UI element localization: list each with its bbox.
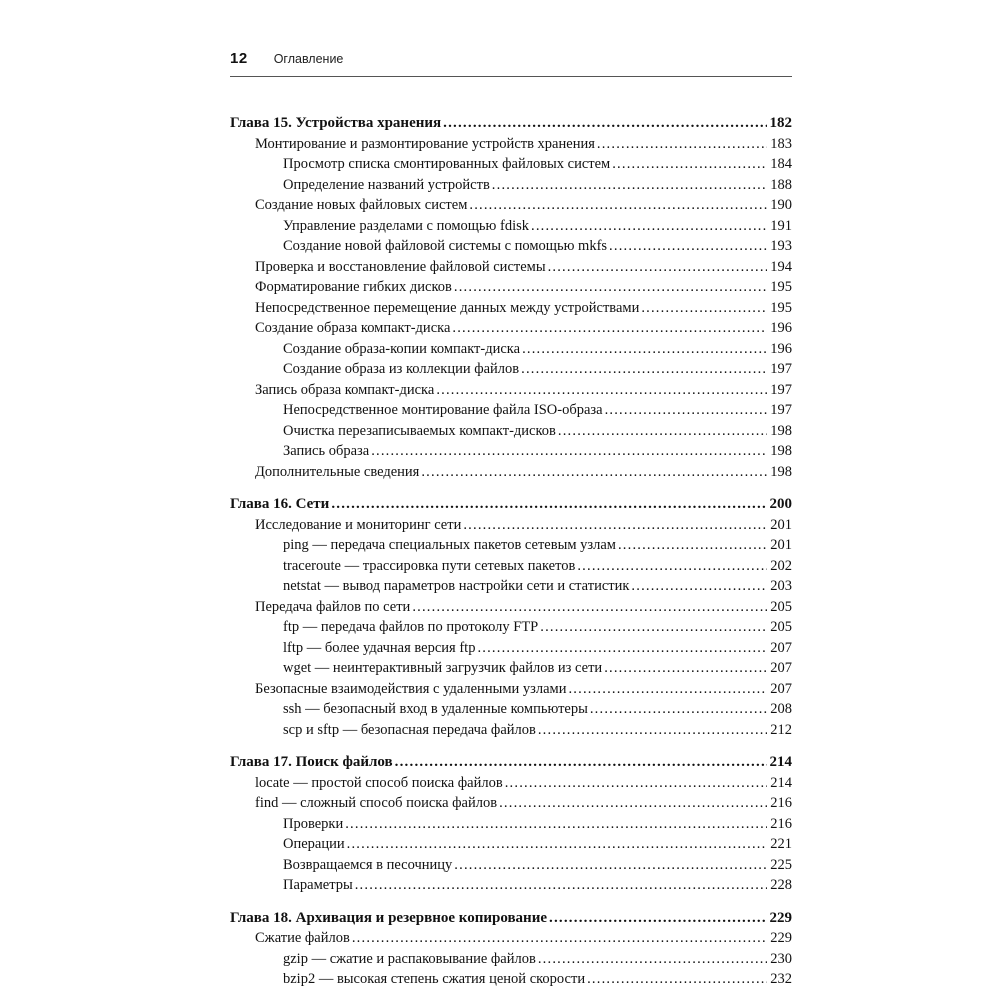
toc-entry: [230, 773, 792, 794]
toc-entry-page: 214: [770, 774, 792, 791]
dot-leader: [345, 814, 767, 835]
toc-entry-label: Глава 18. Архивация и резервное копирование: [230, 909, 547, 926]
toc-entry-page: 207: [770, 660, 792, 676]
toc-entry: [230, 855, 792, 876]
toc-entry-label: Возвращаемся в песочницу: [283, 856, 453, 873]
toc-entry-page: 214: [769, 754, 792, 770]
dot-leader: [352, 928, 767, 949]
toc-entry-label: Глава 17. Поиск файлов: [230, 754, 393, 770]
dot-leader: [499, 793, 767, 814]
dot-leader: [558, 421, 767, 442]
toc-entry-label: Управление разделами с помощью fdisk: [283, 217, 529, 234]
toc-entry: [230, 421, 792, 442]
toc-entry-page: 221: [770, 836, 792, 852]
toc-entry: [230, 556, 792, 577]
dot-leader: [469, 195, 767, 216]
toc-entry-page: 216: [770, 795, 792, 811]
toc-entry-page: 205: [770, 619, 792, 635]
toc-entry: [230, 597, 792, 618]
toc-entry: [230, 814, 792, 835]
toc-entry-page: 228: [770, 877, 792, 893]
dot-leader: [355, 875, 768, 896]
dot-leader: [538, 720, 767, 741]
toc-entry-label: Операции: [283, 836, 345, 852]
toc-entry-label: ftp — передача файлов по протоколу FTP: [283, 619, 539, 635]
dot-leader: [612, 154, 767, 175]
page-number: 12: [230, 50, 248, 67]
toc-entry: [230, 298, 792, 319]
toc-entry-page: 205: [770, 598, 792, 615]
toc-entry: [230, 679, 792, 700]
dot-leader: [641, 298, 767, 319]
toc-entry-page: 208: [770, 701, 792, 717]
toc-entry: [230, 175, 792, 196]
toc-entry: [230, 441, 792, 462]
toc-entry: [230, 720, 792, 741]
dot-leader: [492, 175, 767, 196]
toc-entry-page: 207: [770, 639, 792, 656]
toc-entry: [230, 875, 792, 896]
dot-leader: [548, 257, 768, 278]
toc-entry-page: 200: [769, 496, 792, 512]
toc-entry-label: Непосредственное перемещение данных между устройствами: [255, 299, 640, 316]
toc-entry-page: 193: [770, 238, 792, 254]
page-header: [230, 50, 792, 77]
toc-entry: [230, 834, 792, 855]
toc-entry: [230, 195, 792, 216]
toc-entry: [230, 658, 792, 679]
toc-entry-label: Создание новой файловой системы с помощью mkfs: [283, 238, 608, 254]
toc-entry-label: Просмотр списка смонтированных файловых систем: [283, 156, 611, 172]
toc-entry-label: gzip — сжатие и распаковывание файлов: [283, 950, 536, 967]
toc-entry-label: Создание образа компакт-диска: [255, 320, 451, 336]
toc-entry-label: Запись образа компакт-диска: [255, 381, 435, 398]
dot-leader: [522, 339, 767, 360]
book-page: [230, 50, 792, 990]
toc-entry-page: 232: [770, 971, 792, 987]
table-of-contents: [230, 113, 792, 990]
toc-entry-label: Форматирование гибких дисков: [255, 279, 452, 295]
toc-entry-page: 188: [770, 176, 792, 193]
toc-entry-page: 201: [770, 537, 792, 553]
dot-leader: [618, 535, 767, 556]
toc-entry-page: 198: [770, 443, 792, 459]
dot-leader: [347, 834, 768, 855]
dot-leader: [538, 949, 767, 970]
toc-entry-label: Монтирование и размонтирование устройств хранения: [255, 135, 595, 152]
toc-entry-page: 229: [770, 930, 792, 946]
toc-entry-label: Проверки: [283, 815, 344, 832]
toc-entry-label: Сжатие файлов: [255, 930, 350, 946]
toc-entry-page: 191: [770, 217, 792, 234]
dot-leader: [371, 441, 767, 462]
dot-leader: [597, 134, 767, 155]
dot-leader: [443, 113, 766, 134]
toc-entry: [230, 277, 792, 298]
toc-entry: [230, 154, 792, 175]
dot-leader: [412, 597, 767, 618]
toc-entry-label: Создание образа из коллекции файлов: [283, 361, 520, 377]
dot-leader: [477, 638, 767, 659]
toc-entry-page: 190: [770, 197, 792, 213]
dot-leader: [631, 576, 767, 597]
toc-entry-page: 216: [770, 815, 792, 832]
toc-entry-label: find — сложный способ поиска файлов: [255, 795, 498, 811]
toc-entry: [230, 699, 792, 720]
toc-entry: [230, 462, 792, 483]
dot-leader: [454, 855, 767, 876]
toc-entry: [230, 928, 792, 949]
toc-entry-label: bzip2 — высокая степень сжатия ценой скорости: [283, 971, 586, 987]
toc-entry-page: 195: [770, 279, 792, 295]
toc-entry-label: Глава 15. Устройства хранения: [230, 115, 442, 131]
toc-entry-page: 230: [770, 950, 792, 967]
toc-entry: [230, 793, 792, 814]
toc-entry-page: 203: [770, 578, 792, 594]
toc-chapter-entry: [230, 494, 792, 515]
dot-leader: [605, 400, 768, 421]
toc-entry-label: lftp — более удачная версия ftp: [283, 639, 476, 656]
toc-entry-label: Создание образа-копии компакт-диска: [283, 340, 521, 357]
toc-entry-page: 225: [770, 856, 792, 873]
toc-entry-page: 202: [770, 557, 792, 574]
dot-leader: [587, 969, 767, 990]
toc-entry-label: Безопасные взаимодействия с удаленными узлами: [255, 680, 567, 697]
dot-leader: [452, 318, 767, 339]
toc-entry-label: wget — неинтерактивный загрузчик файлов из сети: [283, 660, 603, 676]
toc-entry-label: Дополнительные сведения: [255, 463, 420, 480]
toc-entry: [230, 236, 792, 257]
dot-leader: [463, 515, 767, 536]
toc-entry-page: 198: [770, 422, 792, 439]
toc-entry-label: Передача файлов по сети: [255, 598, 411, 615]
toc-entry: [230, 216, 792, 237]
toc-entry-label: Запись образа: [283, 443, 370, 459]
toc-entry: [230, 257, 792, 278]
toc-entry: [230, 638, 792, 659]
dot-leader: [505, 773, 768, 794]
toc-entry: [230, 949, 792, 970]
toc-entry: [230, 318, 792, 339]
toc-entry: [230, 576, 792, 597]
dot-leader: [540, 617, 767, 638]
toc-entry-page: 196: [770, 320, 792, 336]
dot-leader: [454, 277, 767, 298]
toc-entry-label: Очистка перезаписываемых компакт-дисков: [283, 422, 556, 439]
dot-leader: [436, 380, 767, 401]
toc-entry-label: Определение названий устройств: [283, 176, 490, 193]
toc-entry: [230, 380, 792, 401]
toc-entry-page: 229: [769, 909, 792, 926]
toc-chapter-entry: [230, 752, 792, 773]
dot-leader: [604, 658, 767, 679]
toc-entry-page: 198: [770, 463, 792, 480]
dot-leader: [549, 908, 767, 929]
toc-entry: [230, 617, 792, 638]
toc-entry: [230, 515, 792, 536]
toc-entry-page: 195: [770, 299, 792, 316]
toc-entry-label: Непосредственное монтирование файла ISO-образа: [283, 402, 603, 418]
toc-entry: [230, 134, 792, 155]
dot-leader: [568, 679, 767, 700]
toc-entry: [230, 535, 792, 556]
toc-entry-page: 197: [770, 402, 792, 418]
toc-entry-label: Проверка и восстановление файловой системы: [255, 258, 546, 275]
toc-entry-page: 207: [770, 680, 792, 697]
dot-leader: [577, 556, 767, 577]
dot-leader: [421, 462, 767, 483]
toc-entry-page: 212: [770, 721, 792, 738]
toc-entry: [230, 359, 792, 380]
toc-entry-label: Параметры: [283, 877, 353, 893]
toc-entry: [230, 969, 792, 990]
toc-entry-page: 196: [770, 340, 792, 357]
toc-entry-label: Глава 16. Сети: [230, 496, 330, 512]
toc-entry: [230, 400, 792, 421]
dot-leader: [331, 494, 766, 515]
toc-entry-label: locate — простой способ поиска файлов: [255, 774, 503, 791]
toc-entry-label: ssh — безопасный вход в удаленные компьютеры: [283, 701, 588, 717]
toc-entry-label: netstat — вывод параметров настройки сети и статистик: [283, 578, 630, 594]
toc-entry-page: 201: [770, 516, 792, 533]
toc-entry-label: Исследование и мониторинг сети: [255, 516, 462, 533]
toc-entry-label: ping — передача специальных пакетов сетевым узлам: [283, 537, 616, 553]
dot-leader: [531, 216, 767, 237]
toc-entry-page: 184: [770, 156, 792, 172]
toc-entry-label: traceroute — трассировка пути сетевых пакетов: [283, 557, 576, 574]
toc-entry-label: scp и sftp — безопасная передача файлов: [283, 721, 536, 738]
dot-leader: [521, 359, 767, 380]
toc-chapter-entry: [230, 113, 792, 134]
toc-entry-page: 197: [770, 381, 792, 398]
toc-chapter-entry: [230, 908, 792, 929]
dot-leader: [395, 752, 767, 773]
toc-entry: [230, 339, 792, 360]
toc-entry-page: 182: [769, 115, 792, 131]
toc-entry-page: 194: [770, 258, 792, 275]
running-title: Оглавление: [273, 52, 344, 66]
toc-entry-label: Создание новых файловых систем: [255, 197, 468, 213]
dot-leader: [590, 699, 767, 720]
toc-entry-page: 197: [770, 361, 792, 377]
toc-entry-page: 183: [770, 135, 792, 152]
dot-leader: [609, 236, 767, 257]
